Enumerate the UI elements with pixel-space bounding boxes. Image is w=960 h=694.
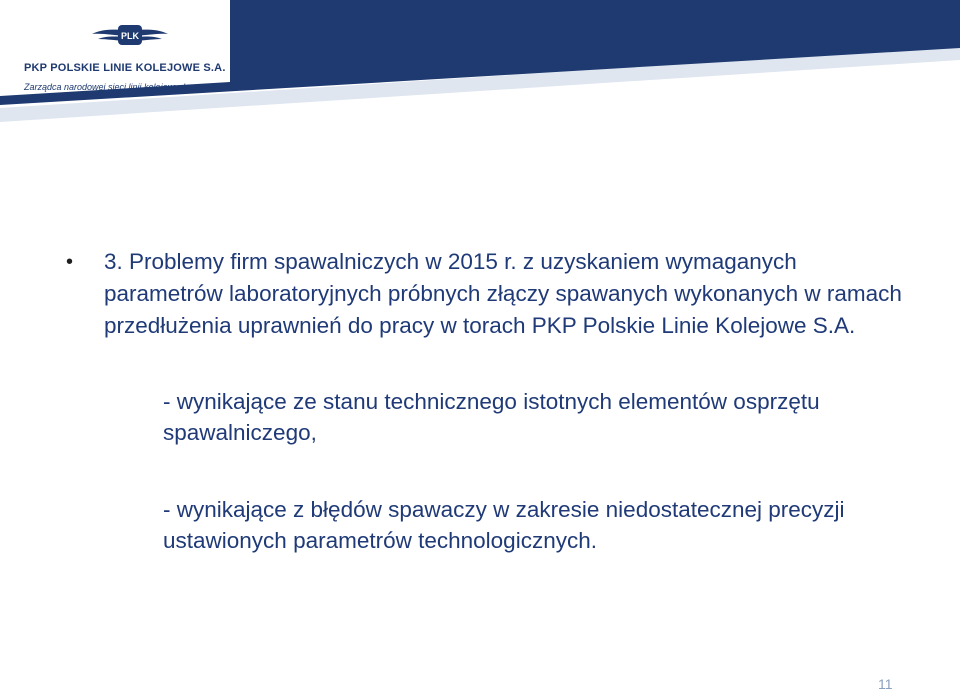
company-logo	[24, 22, 254, 92]
bullet-dot-icon: •	[66, 251, 74, 273]
main-bullet-text: 3. Problemy firm spawalniczych w 2015 r. z uzyskaniem wymaganych parametrów laboratoryjnych próbnych złączy spawanych wykonanych w ramach przedłużenia uprawnień do pracy w torach PKP Polskie Linie Kolejowe S.A.	[104, 249, 902, 338]
company-name: PKP POLSKIE LINIE KOLEJOWE S.A.	[24, 62, 226, 74]
company-tagline: Zarządca narodowej sieci linii kolejowych	[24, 82, 189, 92]
logo-badge-text: PLK	[121, 31, 139, 41]
main-bullet	[66, 246, 916, 342]
sub-item-welder-errors: - wynikające z błędów spawaczy w zakresie niedostatecznej precyzji ustawionych parametrów technologicznych.	[163, 497, 845, 553]
slide-content	[66, 246, 916, 556]
plk-emblem-icon	[90, 22, 170, 50]
sub-item-equipment: - wynikające ze stanu technicznego istotnych elementów osprzętu spawalniczego,	[163, 389, 820, 445]
page-number: 11	[878, 676, 893, 692]
